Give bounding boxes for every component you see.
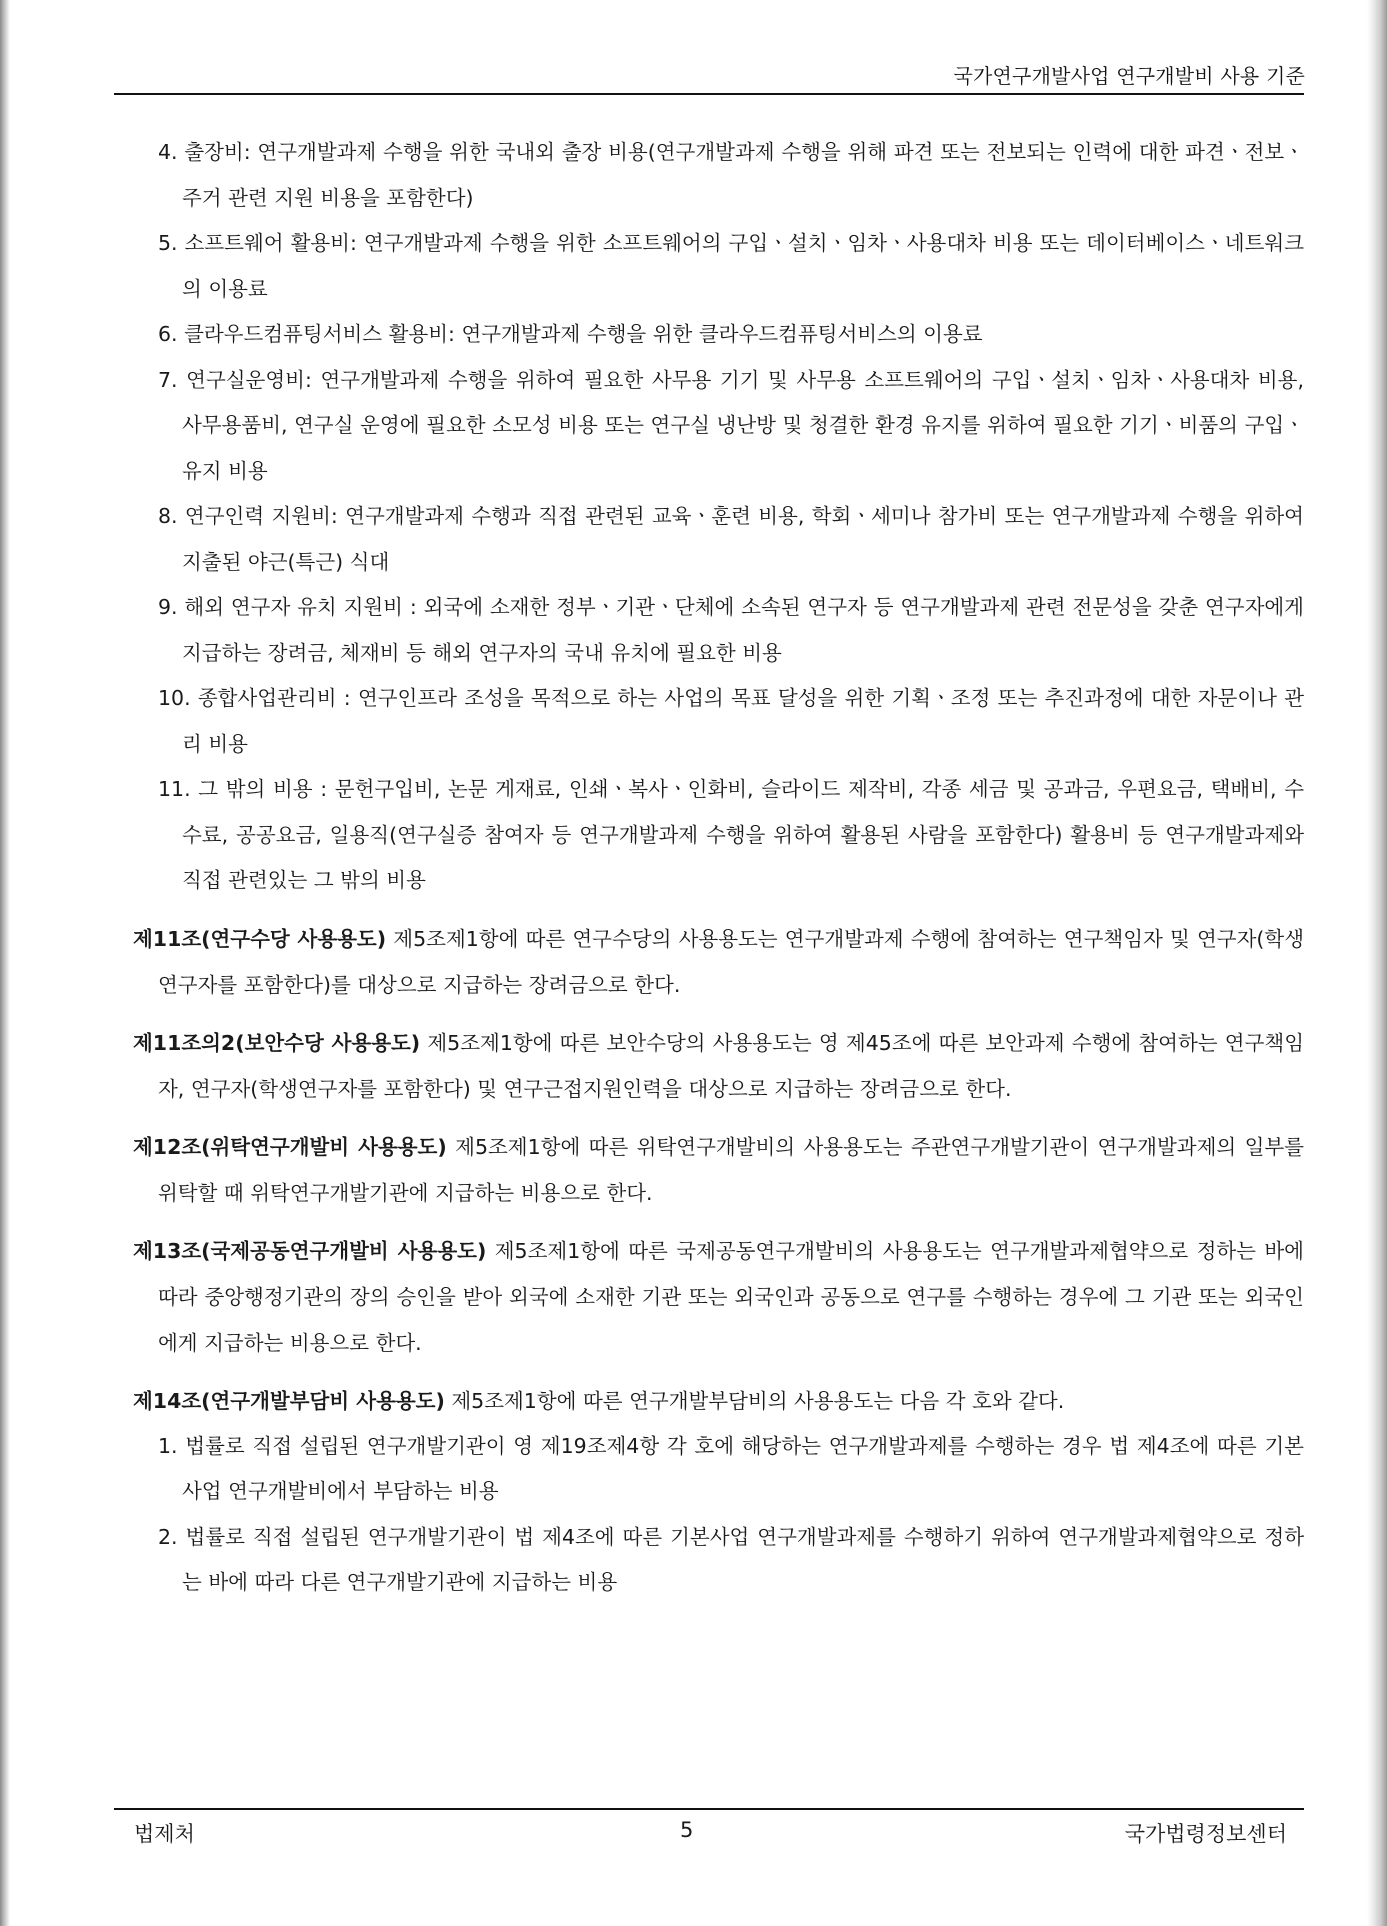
page-number: 5: [680, 1818, 694, 1842]
article-14: [133, 1378, 1304, 1424]
article-heading: 제11조(연구수당 사용용도): [133, 926, 387, 951]
list-item: 5. 소프트웨어 활용비: 연구개발과제 수행을 위한 소프트웨어의 구입ㆍ설치ㆍ임차ㆍ사용대차 비용 또는 데이터베이스ㆍ네트워크의 이용료: [158, 231, 1304, 301]
article-body: 제5조제1항에 따른 위탁연구개발비의 사용용도는 주관연구개발기관이 연구개발과제의 일부를 위탁할 때 위탁연구개발기관에 지급하는 비용으로 한다.: [158, 1134, 1304, 1205]
article-heading: 제12조(위탁연구개발비 사용용도): [133, 1134, 447, 1159]
header-rule: [114, 93, 1304, 95]
article-heading: 제13조(국제공동연구개발비 사용용도): [133, 1238, 487, 1263]
list-item: 9. 해외 연구자 유치 지원비 : 외국에 소재한 정부ㆍ기관ㆍ단체에 소속된 연구자 등 연구개발과제 관련 전문성을 갖춘 연구자에게 지급하는 장려금, 체재비 등 해외 연구자의 국내 유치에 필요한 비용: [158, 595, 1304, 665]
article-11-2: [133, 1020, 1304, 1112]
page-body: [0, 130, 1387, 1606]
list-item: 4. 출장비: 연구개발과제 수행을 위한 국내외 출장 비용(연구개발과제 수행을 위해 파견 또는 전보되는 인력에 대한 파견ㆍ전보ㆍ주거 관련 지원 비용을 포함한다): [158, 140, 1304, 210]
article-body: 제5조제1항에 따른 국제공동연구개발비의 사용용도는 연구개발과제협약으로 정하는 바에 따라 중앙행정기관의 장의 승인을 받아 외국에 소재한 기관 또는 외국인과 공동으로 연구를 수행하는 경우에 그 기관 또는 외국인에게 지급하는 비용으로 한다.: [158, 1238, 1304, 1355]
article-body: 제5조제1항에 따른 연구개발부담비의 사용용도는 다음 각 호와 같다.: [444, 1388, 1065, 1413]
footer-publisher: 법제처: [134, 1822, 195, 1846]
running-header: 국가연구개발사업 연구개발비 사용 기준: [953, 64, 1305, 88]
list-item: 11. 그 밖의 비용 : 문헌구입비, 논문 게재료, 인쇄ㆍ복사ㆍ인화비, 슬라이드 제작비, 각종 세금 및 공과금, 우편요금, 택배비, 수수료, 공공요금, 일용직(연구실증 참여자 등 연구개발과제 수행을 위하여 활용된 사람을 포함한다) 활용비 등 연구개발과제와 직접 관련있는 그 밖의 비용: [158, 777, 1304, 892]
article-heading: 제14조(연구개발부담비 사용용도): [133, 1388, 445, 1413]
list-item: 7. 연구실운영비: 연구개발과제 수행을 위하여 필요한 사무용 기기 및 사무용 소프트웨어의 구입ㆍ설치ㆍ임차ㆍ사용대차 비용, 사무용품비, 연구실 운영에 필요한 소모성 비용 또는 연구실 냉난방 및 청결한 환경 유지를 위하여 필요한 기기ㆍ비품의 구입ㆍ유지 비용: [158, 367, 1304, 483]
article-body: 제5조제1항에 따른 보안수당의 사용용도는 영 제45조에 따른 보안과제 수행에 참여하는 연구책임자, 연구자(학생연구자를 포함한다) 및 연구근접지원인력을 대상으로 지급하는 장려금으로 한다.: [158, 1030, 1304, 1101]
list-item: 8. 연구인력 지원비: 연구개발과제 수행과 직접 관련된 교육ㆍ훈련 비용, 학회ㆍ세미나 참가비 또는 연구개발과제 수행을 위하여 지출된 야근(특근) 식대: [158, 504, 1304, 574]
footer-rule: [114, 1808, 1304, 1810]
article-heading: 제11조의2(보안수당 사용용도): [133, 1030, 421, 1055]
list-item: 6. 클라우드컴퓨팅서비스 활용비: 연구개발과제 수행을 위한 클라우드컴퓨팅서비스의 이용료: [158, 322, 983, 346]
article-12: [133, 1124, 1304, 1216]
article-13: [133, 1228, 1304, 1366]
list-item: 10. 종합사업관리비 : 연구인프라 조성을 목적으로 하는 사업의 목표 달성을 위한 기획ㆍ조정 또는 추진과정에 대한 자문이나 관리 비용: [158, 686, 1304, 756]
list-item: 2. 법률로 직접 설립된 연구개발기관이 법 제4조에 따른 기본사업 연구개발과제를 수행하기 위하여 연구개발과제협약으로 정하는 바에 따라 다른 연구개발기관에 지급하는 비용: [158, 1524, 1304, 1594]
article-11: [133, 916, 1304, 1008]
list-item: 1. 법률로 직접 설립된 연구개발기관이 영 제19조제4항 각 호에 해당하는 연구개발과제를 수행하는 경우 법 제4조에 따른 기본사업 연구개발비에서 부담하는 비용: [158, 1433, 1304, 1503]
footer-source: 국가법령정보센터: [1124, 1822, 1287, 1846]
article-body: 제5조제1항에 따른 연구수당의 사용용도는 연구개발과제 수행에 참여하는 연구책임자 및 연구자(학생연구자를 포함한다)를 대상으로 지급하는 장려금으로 한다.: [158, 926, 1304, 997]
